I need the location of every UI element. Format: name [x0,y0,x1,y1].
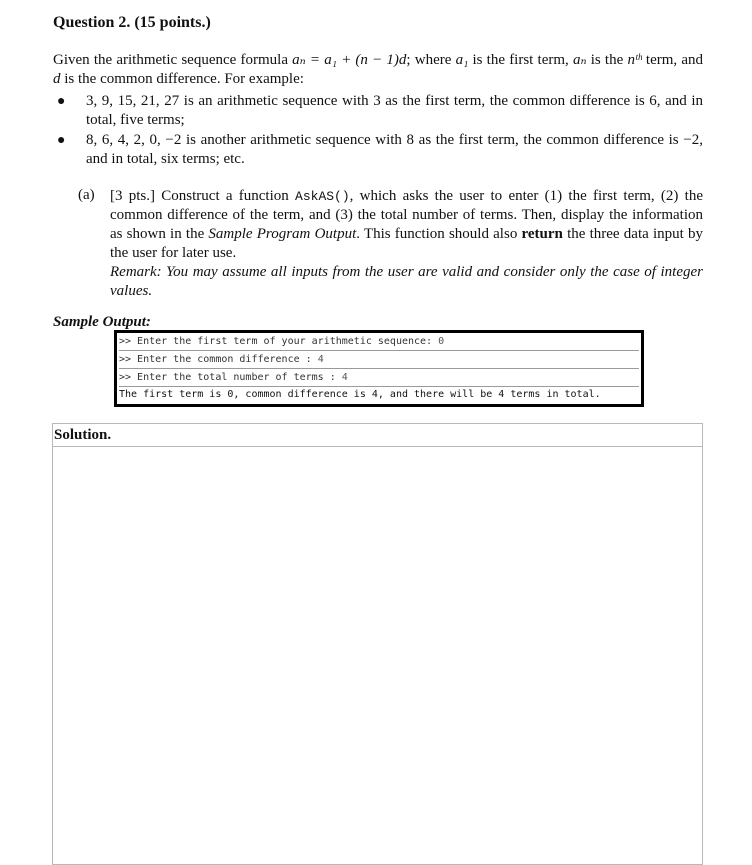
solution-box[interactable] [52,423,703,865]
intro-paragraph: Given the arithmetic sequence formula aₙ = a₁ + (n − 1)d; where a₁ is the first term, aₙ is the nᵗʰ term, and d is the common difference. For example: [53,52,703,87]
solution-label: Solution. [53,424,702,447]
formula: aₙ = a₁ + (n − 1)d [292,52,407,68]
question-title: Question 2. (15 points.) [53,14,211,31]
list-item: 3, 9, 15, 21, 27 is an arithmetic sequence with 3 as the first term, the common difference is 6, and in total, five terms; [86,93,703,128]
console-line: >> Enter the total number of terms : 4 [119,369,639,387]
bullet-icon: ● [57,133,66,148]
part-a-label: (a) [78,187,95,203]
console-output-line: The first term is 0, common difference is 4, and there will be 4 terms in total. [119,389,601,400]
remark: Remark: You may assume all inputs from the user are valid and consider only the case of integer values. [110,264,703,299]
bullet-icon: ● [57,94,66,109]
console-line: >> Enter the first term of your arithmetic sequence: 0 [119,333,639,351]
part-a-text: [3 pts.] Construct a function AskAS(), which asks the user to enter (1) the first term, (2) the common difference of the term, and (3) the total number of terms. Then, display the information as shown in the Sample Program Output. This function should also return the three data input by the user for later use. [110,188,704,261]
function-name: AskAS() [295,189,350,204]
console-line: >> Enter the common difference : 4 [119,351,639,369]
list-item: 8, 6, 4, 2, 0, −2 is another arithmetic sequence with 8 as the first term, the common difference is −2, and in total, six terms; etc. [86,132,703,167]
sample-output-label: Sample Output: [53,314,151,330]
console-output [114,330,644,407]
